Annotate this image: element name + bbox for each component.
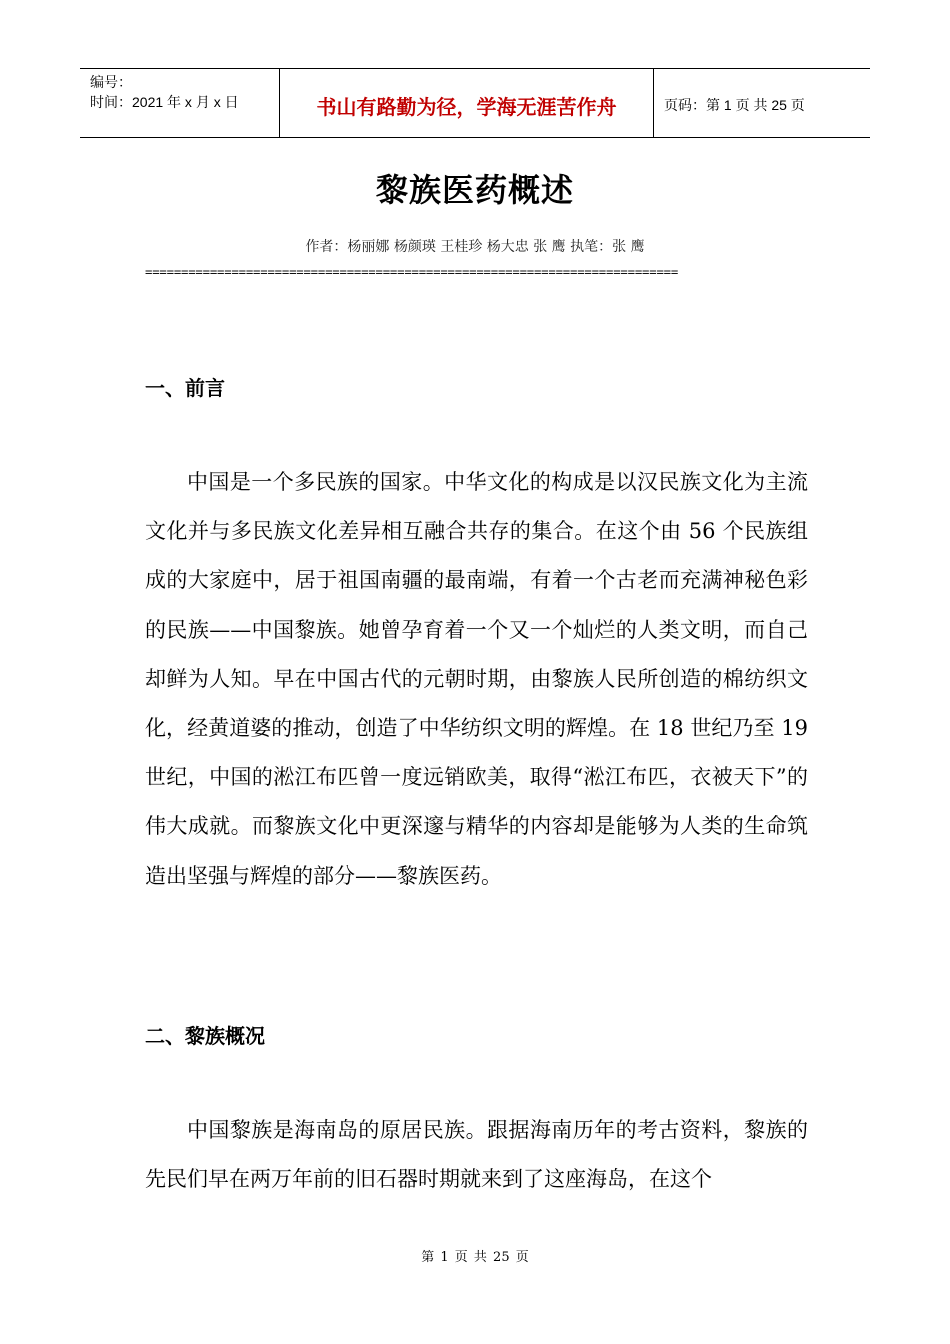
- document-title: 黎族医药概述: [375, 171, 574, 209]
- section-heading-overview: 二、黎族概况: [145, 1024, 265, 1048]
- page-header: [80, 68, 870, 138]
- section-paragraph-overview: 中国黎族是海南岛的原居民族。跟据海南历年的考古资料，黎族的先民们早在两万年前的旧石器时期就来到了这座海岛，在这个: [145, 1118, 808, 1192]
- section-heading-preface: 一、前言: [145, 376, 225, 400]
- author-line: 作者：杨丽娜 杨颜瑛 王桂珍 杨大忠 张 鹰 执笔：张 鹰: [305, 239, 645, 255]
- separator-line: ==========================================================================: [145, 265, 679, 279]
- doc-number-label: 编号：: [90, 74, 132, 90]
- section-paragraph-preface: 中国是一个多民族的国家。中华文化的构成是以汉民族文化为主流文化并与多民族文化差异相互融合共存的集合。在这个由 56 个民族组成的大家庭中，居于祖国南疆的最南端，有着一个古老而充满神秘色彩的民族——中国黎族。她曾孕育着一个又一个灿烂的人类文明，而自己却鲜为人知。早在中国古代的元朝时期，由黎族人民所创造的棉纺织文化，经黄道婆的推动，创造了中华纺织文明的辉煌。在 18 世纪乃至 19 世纪，中国的淞江布匹曾一度远销欧美，取得“淞江布匹，衣被天下”的伟大成就。而黎族文化中更深邃与精华的内容却是能够为人类的生命筑造出坚强与辉煌的部分——黎族医药。: [145, 470, 808, 888]
- header-motto: 书山有路勤为径，学海无涯苦作舟: [280, 69, 654, 137]
- page-footer: 第 1 页 共 25 页: [421, 1250, 529, 1265]
- header-page-label: 页码：第 1 页 共 25 页: [664, 97, 805, 113]
- header-meta: [80, 69, 280, 137]
- date-label: 时间：2021 年 x 月 x 日: [90, 94, 239, 110]
